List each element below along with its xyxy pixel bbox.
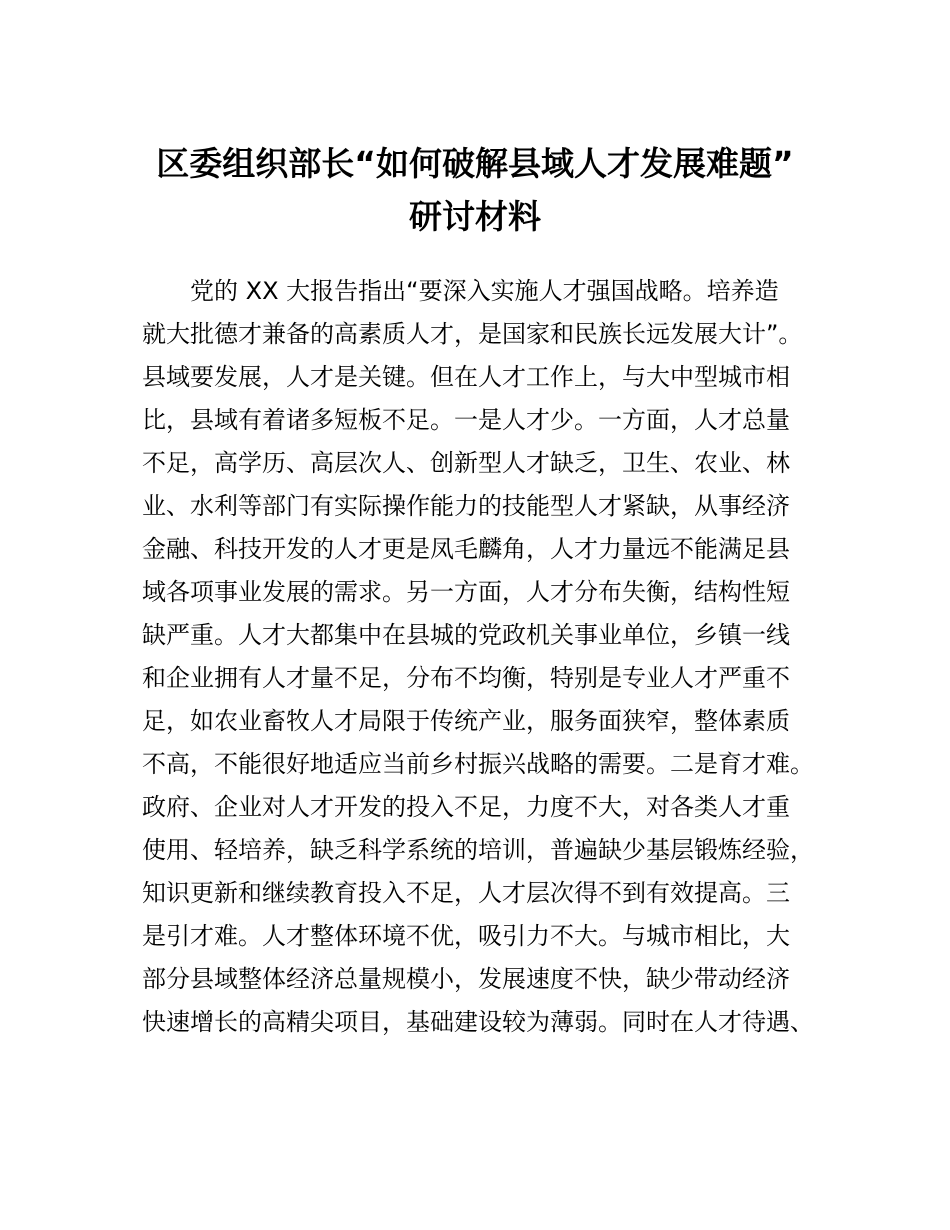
- body-line: 不足，高学历、高层次人、创新型人才缺乏，卫生、农业、林: [142, 449, 790, 477]
- body-line: 和企业拥有人才量不足，分布不均衡，特别是专业人才严重不: [142, 664, 790, 692]
- body-line: 足，如农业畜牧人才局限于传统产业，服务面狭窄，整体素质: [142, 707, 790, 735]
- body-line: 政府、企业对人才开发的投入不足，力度不大，对各类人才重: [142, 793, 790, 821]
- body-line: 县域要发展，人才是关键。但在人才工作上，与大中型城市相: [142, 363, 790, 391]
- body-line: 快速增长的高精尖项目，基础建设较为薄弱。同时在人才待遇、: [142, 1008, 814, 1036]
- body-line: 比，县域有着诸多短板不足。一是人才少。一方面，人才总量: [142, 406, 790, 434]
- body-line: 就大批德才兼备的高素质人才，是国家和民族长远发展大计”。: [142, 320, 803, 348]
- document-title-line-2: 研讨材料: [409, 197, 541, 236]
- body-line: 使用、轻培养，缺乏科学系统的培训，普遍缺少基层锻炼经验，: [142, 836, 814, 864]
- body-line: 业、水利等部门有实际操作能力的技能型人才紧缺，从事经济: [142, 492, 790, 520]
- body-line: 不高，不能很好地适应当前乡村振兴战略的需要。二是育才难。: [142, 750, 814, 778]
- body-line: 党的 XX 大报告指出“要深入实施人才强国战略。培养造: [190, 277, 779, 305]
- body-line: 金融、科技开发的人才更是凤毛麟角，人才力量远不能满足县: [142, 535, 790, 563]
- body-line: 是引才难。人才整体环境不优，吸引力不大。与城市相比，大: [142, 922, 790, 950]
- body-line: 缺严重。人才大都集中在县城的党政机关事业单位，乡镇一线: [142, 621, 790, 649]
- body-line: 域各项事业发展的需求。另一方面，人才分布失衡，结构性短: [142, 578, 790, 606]
- body-line: 部分县域整体经济总量规模小，发展速度不快，缺少带动经济: [142, 965, 790, 993]
- body-line: 知识更新和继续教育投入不足，人才层次得不到有效提高。三: [142, 879, 790, 907]
- document-title-line-1: 区委组织部长“如何破解县域人才发展难题”: [156, 144, 794, 183]
